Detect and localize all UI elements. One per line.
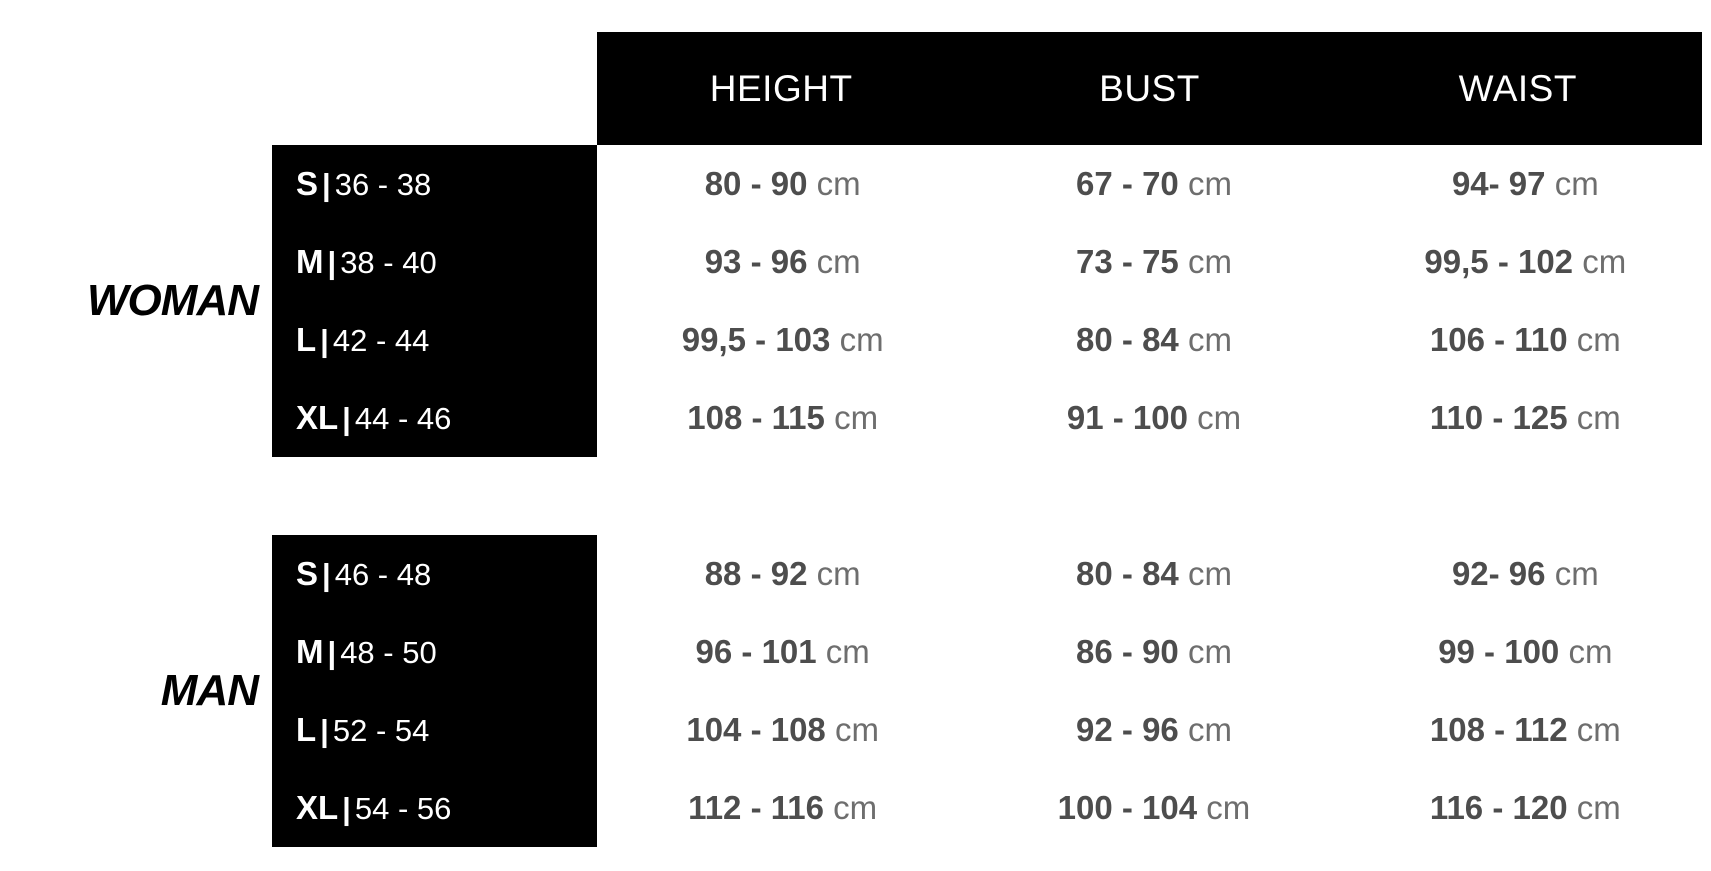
bust-cell xyxy=(968,399,1339,437)
table-row xyxy=(0,691,1711,769)
height-cell xyxy=(597,555,968,593)
height-cell xyxy=(597,321,968,359)
waist-value: 108 - 112 xyxy=(1429,711,1568,748)
unit-label: cm xyxy=(1576,321,1621,358)
height-value: 104 - 108 xyxy=(686,711,826,748)
unit-label: cm xyxy=(825,633,870,670)
table-row xyxy=(0,535,1711,613)
size-label: XL xyxy=(296,789,339,826)
unit-label: cm xyxy=(833,789,878,826)
size-cell xyxy=(272,711,597,749)
unit-label: cm xyxy=(1576,399,1621,436)
unit-label: cm xyxy=(839,321,884,358)
size-label: S xyxy=(296,555,319,592)
bust-cell xyxy=(968,711,1339,749)
bust-value: 86 - 90 xyxy=(1076,633,1179,670)
size-cell xyxy=(272,321,597,359)
waist-value: 99,5 - 102 xyxy=(1424,243,1574,280)
unit-label: cm xyxy=(1206,789,1251,826)
unit-label: cm xyxy=(816,165,861,202)
unit-label: cm xyxy=(1582,243,1627,280)
waist-cell xyxy=(1340,165,1711,203)
group-rows-man xyxy=(0,535,1711,847)
size-range: 48 - 50 xyxy=(340,635,437,670)
waist-cell xyxy=(1340,555,1711,593)
unit-label: cm xyxy=(816,243,861,280)
bust-value: 80 - 84 xyxy=(1076,321,1179,358)
unit-label: cm xyxy=(1187,243,1232,280)
size-label: L xyxy=(296,711,317,748)
size-label: XL xyxy=(296,399,339,436)
unit-label: cm xyxy=(1554,165,1599,202)
size-separator: | xyxy=(322,167,331,202)
size-range: 44 - 46 xyxy=(354,401,452,436)
bust-cell xyxy=(968,789,1339,827)
size-cell xyxy=(272,633,597,671)
height-value: 93 - 96 xyxy=(704,243,808,280)
waist-value: 92- 96 xyxy=(1451,555,1546,592)
waist-cell xyxy=(1340,633,1711,671)
size-separator: | xyxy=(322,557,331,592)
size-separator: | xyxy=(327,635,337,670)
size-range: 46 - 48 xyxy=(334,557,432,592)
size-cell xyxy=(272,165,597,203)
height-value: 88 - 92 xyxy=(704,555,808,592)
waist-cell xyxy=(1340,711,1711,749)
size-cell xyxy=(272,399,597,437)
bust-value: 80 - 84 xyxy=(1076,555,1179,592)
group-rows-woman xyxy=(0,145,1711,457)
group-label-woman: WOMAN xyxy=(87,276,258,325)
unit-label: cm xyxy=(1568,633,1613,670)
waist-value: 106 - 110 xyxy=(1429,321,1568,358)
unit-label: cm xyxy=(1187,555,1232,592)
bust-cell xyxy=(968,633,1339,671)
column-header-height: HEIGHT xyxy=(709,67,853,109)
unit-label: cm xyxy=(1187,165,1232,202)
table-row xyxy=(0,379,1711,457)
unit-label: cm xyxy=(1576,789,1621,826)
table-row xyxy=(0,223,1711,301)
size-range: 42 - 44 xyxy=(332,323,430,358)
column-header-bust: BUST xyxy=(1099,67,1200,109)
unit-label: cm xyxy=(1576,711,1621,748)
column-header-waist: WAIST xyxy=(1458,67,1577,109)
group-label-man: MAN xyxy=(160,666,258,715)
waist-cell xyxy=(1340,789,1711,827)
waist-cell xyxy=(1340,321,1711,359)
unit-label: cm xyxy=(816,555,861,592)
height-value: 96 - 101 xyxy=(695,633,817,670)
waist-cell xyxy=(1340,243,1711,281)
table-row xyxy=(0,769,1711,847)
bust-value: 67 - 70 xyxy=(1076,165,1179,202)
height-value: 112 - 116 xyxy=(688,789,824,826)
height-value: 108 - 115 xyxy=(687,399,825,436)
waist-value: 110 - 125 xyxy=(1429,399,1568,436)
size-label: L xyxy=(296,321,317,358)
bust-cell xyxy=(968,243,1339,281)
waist-cell xyxy=(1340,399,1711,437)
size-separator: | xyxy=(342,791,351,826)
unit-label: cm xyxy=(1187,711,1232,748)
size-range: 38 - 40 xyxy=(340,245,437,280)
size-separator: | xyxy=(327,245,337,280)
table-header-band xyxy=(597,32,1702,145)
size-label: M xyxy=(296,633,324,670)
unit-label: cm xyxy=(1197,399,1242,436)
size-cell xyxy=(272,555,597,593)
height-cell xyxy=(597,165,968,203)
height-cell xyxy=(597,399,968,437)
unit-label: cm xyxy=(1187,633,1232,670)
bust-cell xyxy=(968,555,1339,593)
height-cell xyxy=(597,789,968,827)
bust-value: 92 - 96 xyxy=(1076,711,1179,748)
unit-label: cm xyxy=(1554,555,1599,592)
height-cell xyxy=(597,633,968,671)
size-separator: | xyxy=(320,713,329,748)
table-row xyxy=(0,301,1711,379)
size-range: 52 - 54 xyxy=(332,713,430,748)
bust-cell xyxy=(968,321,1339,359)
table-row xyxy=(0,613,1711,691)
size-range: 54 - 56 xyxy=(354,791,452,826)
height-value: 99,5 - 103 xyxy=(681,321,831,358)
size-label: M xyxy=(296,243,324,280)
size-separator: | xyxy=(320,323,329,358)
size-cell xyxy=(272,243,597,281)
waist-value: 116 - 120 xyxy=(1429,789,1568,826)
height-cell xyxy=(597,243,968,281)
bust-value: 91 - 100 xyxy=(1066,399,1188,436)
height-cell xyxy=(597,711,968,749)
size-cell xyxy=(272,789,597,827)
height-value: 80 - 90 xyxy=(704,165,808,202)
bust-cell xyxy=(968,165,1339,203)
size-range: 36 - 38 xyxy=(334,167,432,202)
unit-label: cm xyxy=(834,711,879,748)
bust-value: 73 - 75 xyxy=(1076,243,1179,280)
size-separator: | xyxy=(342,401,351,436)
unit-label: cm xyxy=(834,399,879,436)
size-label: S xyxy=(296,165,319,202)
waist-value: 99 - 100 xyxy=(1438,633,1560,670)
table-row xyxy=(0,145,1711,223)
bust-value: 100 - 104 xyxy=(1057,789,1198,826)
waist-value: 94- 97 xyxy=(1451,165,1546,202)
unit-label: cm xyxy=(1187,321,1232,358)
